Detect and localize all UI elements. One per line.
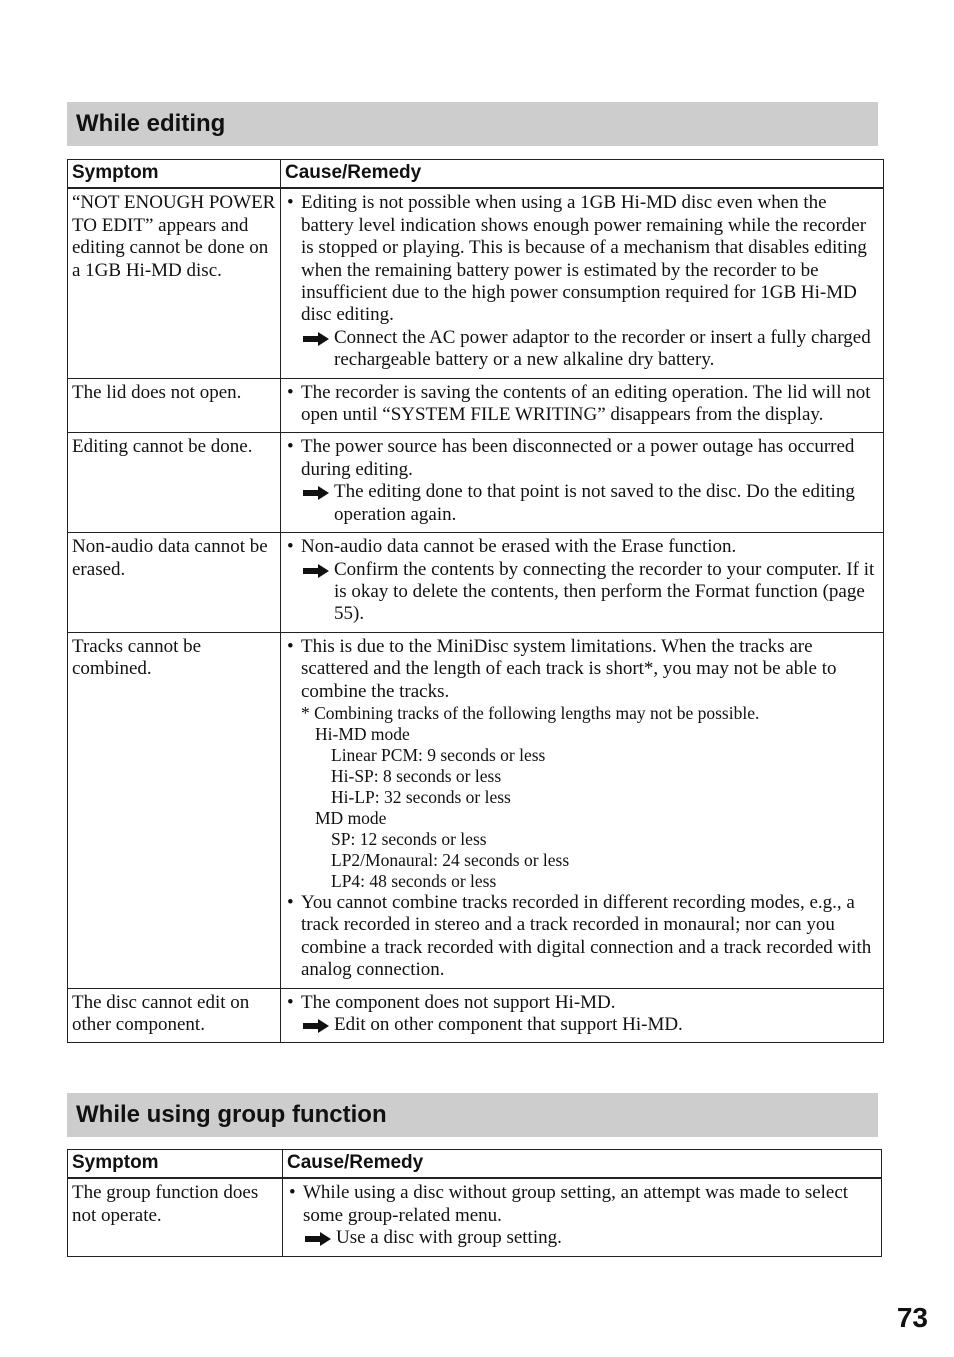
- cause-bullet: • While using a disc without group setting, an attempt was made to select some group-related menu.: [287, 1182, 877, 1227]
- table-row: [68, 533, 884, 633]
- mode-item: Linear PCM: 9 seconds or less: [331, 744, 546, 765]
- cause-cell: [281, 632, 884, 988]
- remedy-text: The editing done to that point is not saved to the disc. Do the editing operation again.: [334, 481, 855, 525]
- cause-cell: [281, 433, 884, 533]
- page-number: 73: [896, 1302, 928, 1333]
- cause-bullet: • You cannot combine tracks recorded in different recording modes, e.g., a track recorded in stereo and a track recorded in monaural; nor can you combine a track recorded with digital connection and a track recorded with analog connection.: [285, 892, 879, 982]
- mode-item: Hi-SP: 8 seconds or less: [331, 765, 502, 786]
- symptom-cell: Tracks cannot be combined.: [68, 632, 281, 988]
- cause-cell: [281, 988, 884, 1043]
- table-row: [68, 378, 884, 433]
- section-title-while-using-group-function: While using group function: [67, 1093, 878, 1137]
- section-title-while-editing: While editing: [67, 102, 878, 146]
- symptom-cell: Non-audio data cannot be erased.: [68, 533, 281, 633]
- right-arrow-icon: [302, 564, 330, 578]
- remedy-line: [287, 1227, 877, 1249]
- footnote-block: [285, 703, 879, 892]
- cause-bullet: • The component does not support Hi-MD.: [285, 992, 879, 1014]
- symptom-cell: The disc cannot edit on other component.: [68, 988, 281, 1043]
- mode-item: LP4: 48 seconds or less: [331, 870, 497, 891]
- remedy-text: Edit on other component that support Hi-MD.: [334, 1013, 683, 1035]
- symptom-header: Symptom: [68, 160, 281, 189]
- right-arrow-icon: [302, 1019, 330, 1033]
- cause-bullet: • The recorder is saving the contents of an editing operation. The lid will not open until “SYSTEM FILE WRITING” disappears from the display.: [285, 382, 879, 427]
- remedy-text: Use a disc with group setting.: [336, 1227, 562, 1249]
- cause-cell: [283, 1178, 882, 1256]
- mode-heading-md: MD mode: [315, 807, 387, 828]
- table-header-row: [68, 1150, 882, 1179]
- troubleshooting-table-group: [67, 1149, 882, 1257]
- symptom-cell: The group function does not operate.: [68, 1178, 283, 1256]
- footnote-intro: * Combining tracks of the following lengths may not be possible.: [301, 702, 760, 723]
- mode-item: SP: 12 seconds or less: [331, 828, 487, 849]
- cause-cell: [281, 188, 884, 378]
- remedy-text: Connect the AC power adaptor to the recorder or insert a fully charged rechargeable battery or a new alkaline dry battery.: [334, 326, 871, 371]
- table-row: [68, 1178, 882, 1256]
- symptom-cell: “NOT ENOUGH POWER TO EDIT” appears and editing cannot be done on a 1GB Hi-MD disc.: [68, 188, 281, 378]
- cause-bullet: • Editing is not possible when using a 1GB Hi-MD disc even when the battery level indication shows enough power remaining while the recorder is stopped or playing. This is because of a mechanism that disables editing when the remaining battery power is estimated by the recorder to be insufficient due to the high power consumption required for 1GB Hi-MD disc editing.: [285, 192, 879, 326]
- mode-heading-himd: Hi-MD mode: [315, 723, 410, 744]
- table-row: [68, 632, 884, 988]
- table-header-row: [68, 160, 884, 189]
- remedy-line: [285, 1014, 879, 1036]
- remedy-line: [285, 481, 879, 526]
- symptom-cell: Editing cannot be done.: [68, 433, 281, 533]
- symptom-cell: The lid does not open.: [68, 378, 281, 433]
- cause-remedy-header: Cause/Remedy: [283, 1150, 882, 1179]
- remedy-line: [285, 327, 879, 372]
- cause-bullet: • Non-audio data cannot be erased with the Erase function.: [285, 536, 879, 558]
- cause-bullet: • This is due to the MiniDisc system limitations. When the tracks are scattered and the length of each track is short*, you may not be able to combine the tracks.: [285, 636, 879, 703]
- cause-cell: [281, 378, 884, 433]
- remedy-line: [285, 559, 879, 626]
- cause-cell: [281, 533, 884, 633]
- right-arrow-icon: [302, 486, 330, 500]
- symptom-header: Symptom: [68, 1150, 283, 1179]
- mode-item: LP2/Monaural: 24 seconds or less: [331, 849, 570, 870]
- troubleshooting-table-editing: [67, 159, 884, 1043]
- table-row: [68, 433, 884, 533]
- mode-item: Hi-LP: 32 seconds or less: [331, 786, 511, 807]
- table-row: [68, 188, 884, 378]
- right-arrow-icon: [302, 332, 330, 346]
- right-arrow-icon: [304, 1232, 332, 1246]
- remedy-text: Confirm the contents by connecting the recorder to your computer. If it is okay to delete the contents, then perform the Format function (page 55).: [334, 558, 875, 625]
- table-row: [68, 988, 884, 1043]
- cause-bullet: • The power source has been disconnected or a power outage has occurred during editing.: [285, 436, 879, 481]
- cause-remedy-header: Cause/Remedy: [281, 160, 884, 189]
